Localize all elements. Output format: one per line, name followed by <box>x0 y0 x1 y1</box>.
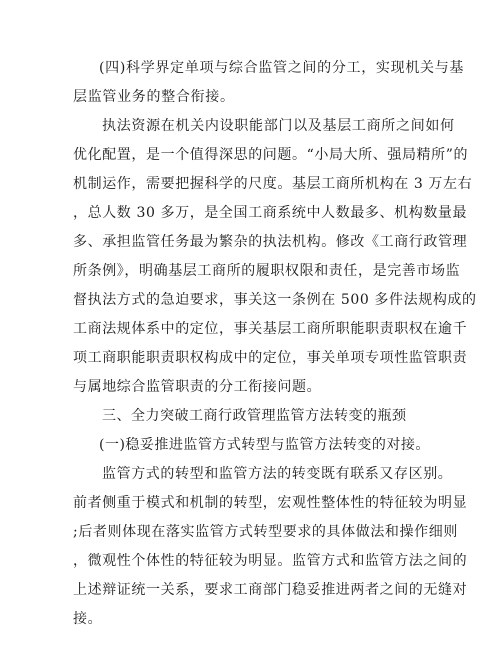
paragraph-line: 机制运作，需要把握科学的尺度。基层工商所机构在 3 万左右 <box>73 176 473 192</box>
paragraph-line: 优化配置，是一个值得深思的问题。“小局大所、强局精所”的 <box>73 147 469 163</box>
paragraph-line: 监管方式的转型和监管方法的转变既有联系又存区别。 <box>102 466 453 482</box>
paragraph-line: 上述辩证统一关系，要求工商部门稳妥推进两者之间的无缝对 <box>73 582 468 598</box>
paragraph-line: ，总人数 30 多万，是全国工商系统中人数最多、机构数量最 <box>73 205 468 221</box>
paragraph-line: ;后者则体现在落实监管方式转型要求的具体做法和操作细则 <box>73 524 458 540</box>
paragraph-line: 前者侧重于模式和机制的转型，宏观性整体性的特征较为明显 <box>73 495 468 511</box>
section-heading-3: 三、全力突破工商行政管理监管方法转变的瓶颈 <box>102 408 407 424</box>
paragraph-line: 接。 <box>73 611 103 627</box>
paragraph-line: ，微观性个体性的特征较为明显。监管方式和监管方法之间的 <box>73 553 468 569</box>
paragraph-line: 与属地综合监管职责的分工衔接问题。 <box>73 379 322 395</box>
heading-subsection-4: (四)科学界定单项与综合监管之间的分工，实现机关与基 <box>99 60 465 76</box>
paragraph-line: 层监管业务的整合衔接。 <box>73 89 235 105</box>
paragraph-line: 执法资源在机关内设职能部门以及基层工商所之间如何 <box>102 118 455 134</box>
paragraph-line: 多、承担监管任务最为繁杂的执法机构。修改《工商行政管理 <box>73 234 468 250</box>
paragraph-line: 督执法方式的急迫要求，事关这一条例在 500 多件法规构成的 <box>73 292 477 308</box>
heading-subsection-1: (一)稳妥推进监管方式转型与监管方法转变的对接。 <box>99 437 430 453</box>
paragraph-line: 项工商职能职责职权构成中的定位，事关单项专项性监管职责 <box>73 350 468 366</box>
paragraph-line: 所条例》，明确基层工商所的履职权限和责任，是完善市场监 <box>73 263 461 279</box>
paragraph-line: 工商法规体系中的定位，事关基层工商所职能职责职权在逾千 <box>73 321 468 337</box>
